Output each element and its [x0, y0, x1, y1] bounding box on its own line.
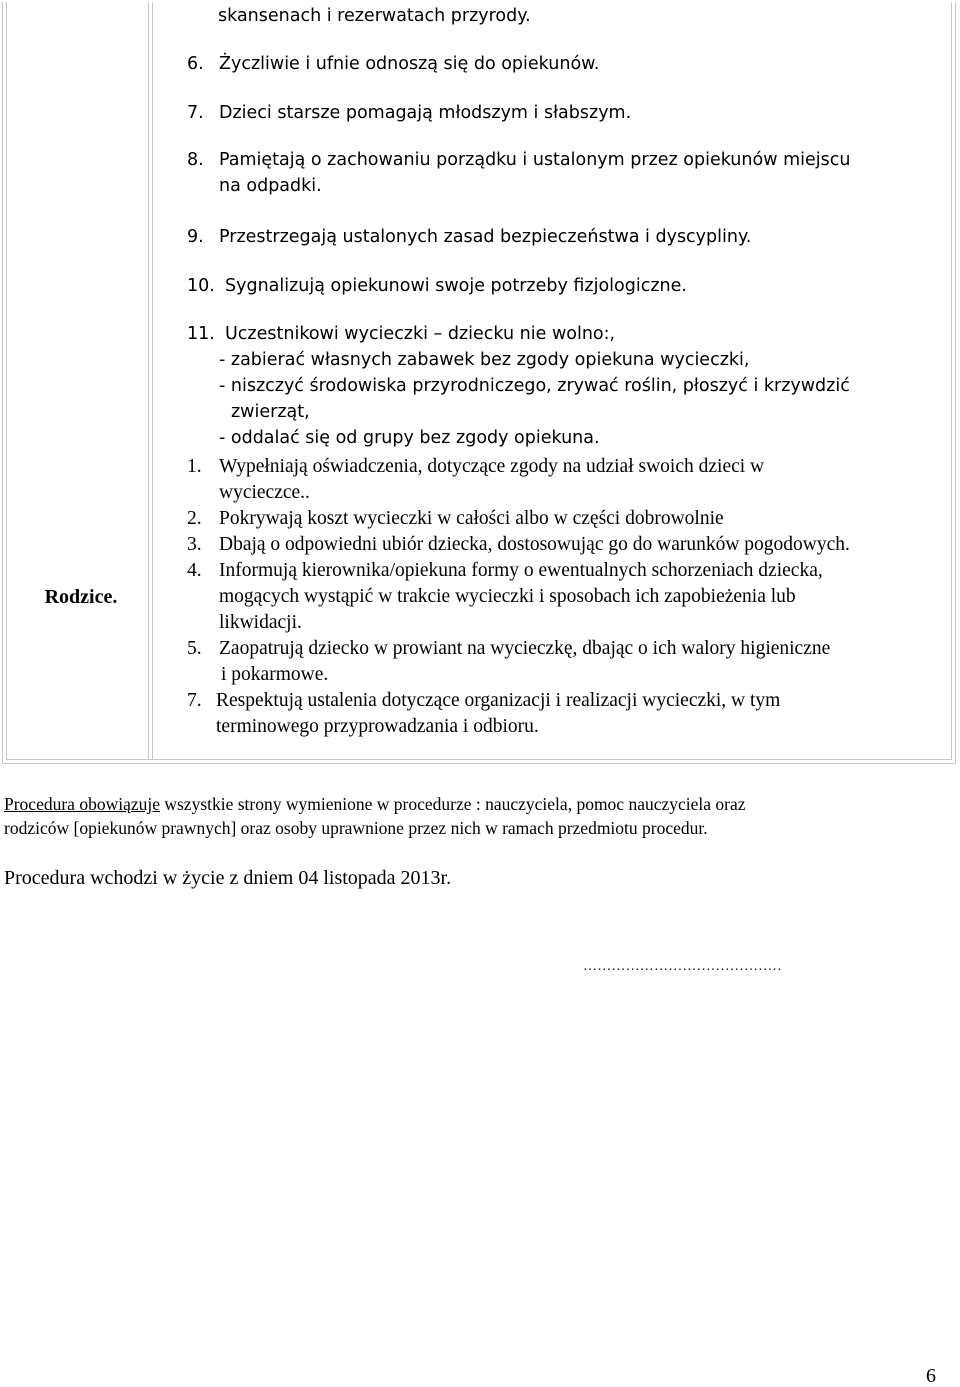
- list-item: Sygnalizują opiekunowi swoje potrzeby fizjologiczne.: [225, 276, 687, 296]
- prohibition-item: - zabierać własnych zabawek bez zgody opiekuna wycieczki,: [219, 350, 750, 370]
- procedure-scope-heading: Procedura obowiązuje: [4, 794, 160, 814]
- list-item-number: 1.: [187, 456, 202, 477]
- list-item-number: 2.: [187, 508, 202, 529]
- list-item-number: 8.: [187, 150, 204, 170]
- list-item: Uczestnikowi wycieczki – dziecku nie wolno:,: [225, 324, 616, 344]
- list-item-number: 9.: [187, 227, 204, 247]
- procedure-scope-text: wszystkie strony wymienione w procedurze : nauczyciela, pomoc nauczyciela oraz: [159, 794, 746, 814]
- signature-line: ……………………………………: [583, 959, 782, 974]
- list-item: Respektują ustalenia dotyczące organizacji i realizacji wycieczki, w tym: [216, 690, 781, 711]
- table-column-divider: [148, 2, 149, 760]
- procedure-scope-line2: rodziców [opiekunów prawnych] oraz osoby uprawnione przez nich w ramach przedmiotu procedur.: [4, 818, 708, 838]
- prohibition-item: - niszczyć środowiska przyrodniczego, zrywać roślin, płoszyć i krzywdzić: [219, 376, 850, 396]
- procedure-scope-line1: [4, 796, 940, 814]
- list-item-continuation: i pokarmowe.: [221, 664, 329, 685]
- role-label: Rodzice.: [44, 586, 118, 608]
- list-item-continuation: terminowego przyprowadzania i odbioru.: [216, 716, 539, 737]
- list-item-number: 10.: [187, 276, 215, 296]
- list-item: Pokrywają koszt wycieczki w całości albo w części dobrowolnie: [219, 508, 724, 529]
- list-item-continuation: na odpadki.: [219, 176, 322, 196]
- list-item-continuation: skansenach i rezerwatach przyrody.: [218, 6, 531, 26]
- list-item: Zaopatrują dziecko w prowiant na wycieczkę, dbając o ich walory higieniczne: [219, 638, 831, 659]
- list-item-number: 4.: [187, 560, 202, 581]
- prohibition-item: - oddalać się od grupy bez zgody opiekuna.: [219, 428, 600, 448]
- list-item-number: 7.: [187, 690, 202, 711]
- page-number: 6: [926, 1365, 936, 1387]
- prohibition-item-continuation: zwierząt,: [231, 402, 310, 422]
- list-item-continuation: likwidacji.: [219, 612, 302, 633]
- list-item-number: 3.: [187, 534, 202, 555]
- list-item: Wypełniają oświadczenia, dotyczące zgody na udział swoich dzieci w: [219, 456, 765, 477]
- effective-date: Procedura wchodzi w życie z dniem 04 listopada 2013r.: [4, 867, 452, 889]
- list-item-number: 5.: [187, 638, 202, 659]
- list-item-number: 6.: [187, 54, 204, 74]
- list-item: Dzieci starsze pomagają młodszym i słabszym.: [219, 103, 632, 123]
- list-item-continuation: mogących wystąpić w trakcie wycieczki i sposobach ich zapobieżenia lub: [219, 586, 796, 607]
- list-item: Życzliwie i ufnie odnoszą się do opiekunów.: [219, 54, 600, 74]
- list-item-number: 7.: [187, 103, 204, 123]
- list-item: Dbają o odpowiedni ubiór dziecka, dostosowując go do warunków pogodowych.: [219, 534, 850, 555]
- table-column-divider: [152, 2, 153, 760]
- list-item: Pamiętają o zachowaniu porządku i ustalonym przez opiekunów miejscu: [219, 150, 851, 170]
- list-item: Przestrzegają ustalonych zasad bezpieczeństwa i dyscypliny.: [219, 227, 752, 247]
- list-item-number: 11.: [187, 324, 215, 344]
- list-item-continuation: wycieczce..: [219, 482, 310, 503]
- list-item: Informują kierownika/opiekuna formy o ewentualnych schorzeniach dziecka,: [219, 560, 823, 581]
